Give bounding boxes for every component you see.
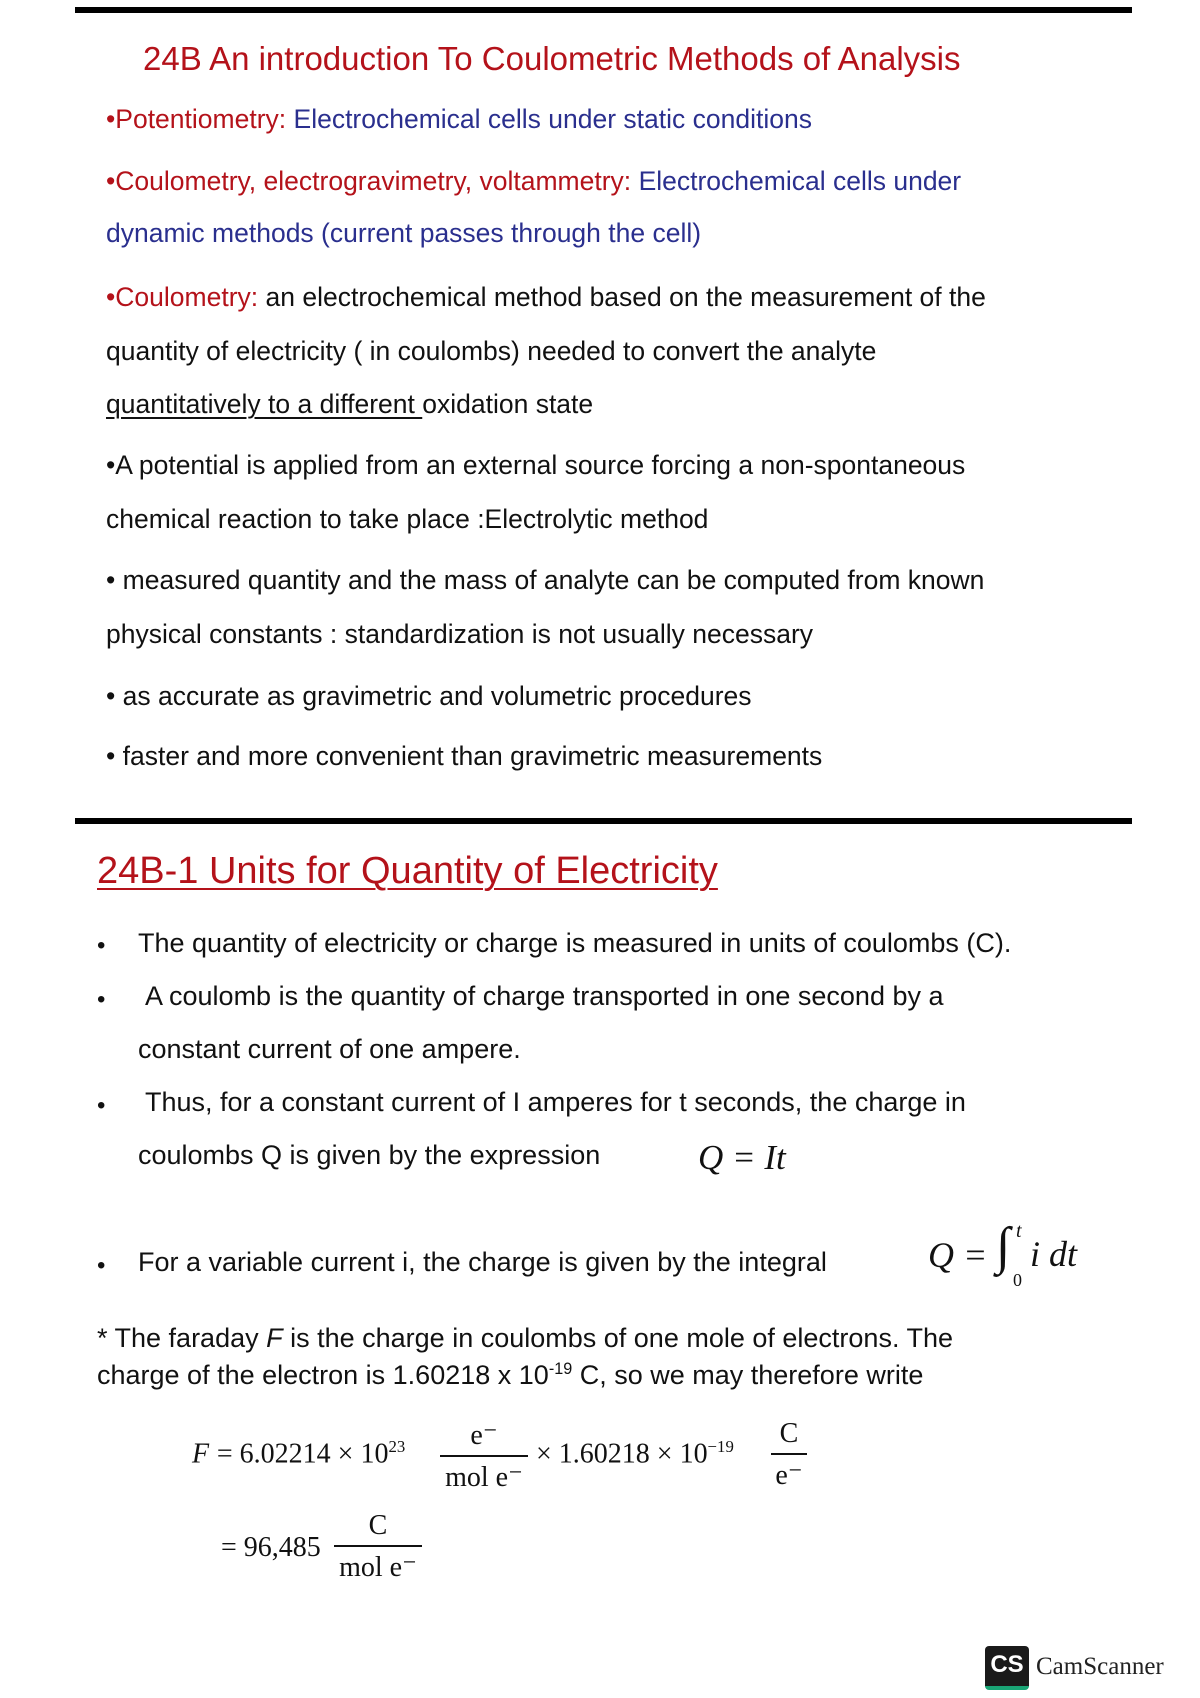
eq-electron-charge: [536, 1437, 734, 1470]
electron-charge-exponent: -19: [548, 1360, 573, 1378]
fraction-1-denominator: mol e⁻: [445, 1462, 523, 1493]
integral-body: i dt: [1030, 1234, 1078, 1274]
middle-rule: [75, 818, 1132, 824]
bullet-dot: •: [97, 1092, 106, 1119]
def-coulometry-group-2: dynamic methods (current passes through the cell): [106, 218, 702, 248]
section-title-2: 24B-1 Units for Quantity of Electricity: [97, 850, 718, 892]
eq-mid-exp: −19: [707, 1437, 734, 1456]
bullet-accurate: • as accurate as gravimetric and volumetric procedures: [106, 681, 752, 711]
fraction-coulombs-per-mol: [334, 1510, 422, 1584]
def-coulometry-1: an electrochemical method based on the measurement of the: [265, 282, 986, 312]
fraction-1-bar: [440, 1455, 528, 1457]
fraction-2-bar: [771, 1453, 807, 1455]
eq-avogadro: = 6.02214 × 10: [216, 1438, 389, 1470]
bullet-dot: •: [97, 1252, 106, 1279]
bullet-coulometry-line1: [106, 282, 986, 313]
eq-f-symbol: F: [192, 1438, 210, 1470]
section-title-1: 24B An introduction To Coulometric Methods of Analysis: [143, 40, 961, 77]
units-bullet-4: For a variable current i, the charge is given by the integral: [138, 1247, 827, 1277]
faraday-line-1: [97, 1323, 953, 1354]
bullet-potential-2: chemical reaction to take place :Electrolytic method: [106, 504, 709, 534]
bullet-faster: • faster and more convenient than gravimetric measurements: [106, 741, 823, 771]
faraday-post: is the charge in coulombs of one mole of electrons. The: [282, 1323, 953, 1353]
eq-mid-text: × 1.60218 × 10: [536, 1438, 708, 1470]
eq-avogadro-exp: 23: [388, 1437, 406, 1456]
def-potentiometry: Electrochemical cells under static conditions: [293, 104, 812, 134]
camscanner-logo-icon: CS: [985, 1646, 1029, 1690]
def-coulometry-3-rest: oxidation state: [422, 389, 594, 419]
bullet-measured-2: physical constants : standardization is not usually necessary: [106, 619, 814, 649]
bullet-dot: •: [97, 986, 106, 1013]
integral-lhs: Q =: [928, 1235, 988, 1275]
units-bullet-2-line1: A coulomb is the quantity of charge transported in one second by a: [145, 981, 944, 1011]
fraction-2-denominator: e⁻: [775, 1460, 803, 1491]
units-bullet-1: The quantity of electricity or charge is measured in units of coulombs (C).: [138, 928, 1012, 958]
units-bullet-2-line2: constant current of one ampere.: [138, 1034, 521, 1064]
integral-upper-limit: t: [1016, 1220, 1022, 1242]
term-potentiometry: •Potentiometry:: [106, 104, 287, 134]
faraday-pre: * The faraday: [97, 1323, 267, 1353]
def-coulometry-group-1: Electrochemical cells under: [638, 166, 962, 196]
integral-lower-limit: 0: [1013, 1270, 1022, 1290]
fraction-electrons-per-mol: [440, 1418, 528, 1494]
bullet-coulometry-group: [106, 166, 961, 197]
fraction-1-numerator: e⁻: [470, 1420, 498, 1451]
equation-q-it: Q = It: [698, 1138, 786, 1177]
term-coulometry-group: •Coulometry, electrogravimetry, voltammetry:: [106, 166, 632, 196]
units-bullet-3-line2: coulombs Q is given by the expression: [138, 1140, 601, 1170]
faraday-equation-line1: [192, 1437, 405, 1470]
top-rule: [75, 7, 1132, 13]
fraction-2-numerator: C: [779, 1418, 799, 1449]
faraday-line-2-rest: C, so we may therefore write: [572, 1360, 924, 1390]
bullet-dot: •: [97, 932, 106, 959]
faraday-line-2: [97, 1360, 923, 1391]
faraday-result: = 96,485: [221, 1532, 321, 1563]
bullet-measured-1: • measured quantity and the mass of analyte can be computed from known: [106, 565, 985, 595]
fraction-3-numerator: C: [368, 1510, 388, 1541]
bullet-potential-1: •A potential is applied from an external source forcing a non-spontaneous: [106, 450, 966, 480]
units-bullet-3-line1: Thus, for a constant current of I amperes for t seconds, the charge in: [145, 1087, 966, 1117]
fraction-3-denominator: mol e⁻: [339, 1552, 417, 1583]
fraction-coulombs-per-electron: [771, 1418, 807, 1492]
def-coulometry-2: quantity of electricity ( in coulombs) needed to convert the analyte: [106, 336, 877, 366]
fraction-3-bar: [334, 1545, 422, 1547]
camscanner-text: CamScanner: [1036, 1653, 1164, 1680]
faraday-symbol: F: [266, 1323, 283, 1353]
electron-charge-text: charge of the electron is 1.60218 x 10: [97, 1360, 549, 1390]
term-coulometry: •Coulometry:: [106, 282, 259, 312]
bullet-potentiometry: [106, 104, 812, 135]
underlined-text: quantitatively to a different: [106, 389, 423, 419]
def-coulometry-3: [106, 389, 593, 420]
integral-sign: ∫: [996, 1218, 1011, 1275]
